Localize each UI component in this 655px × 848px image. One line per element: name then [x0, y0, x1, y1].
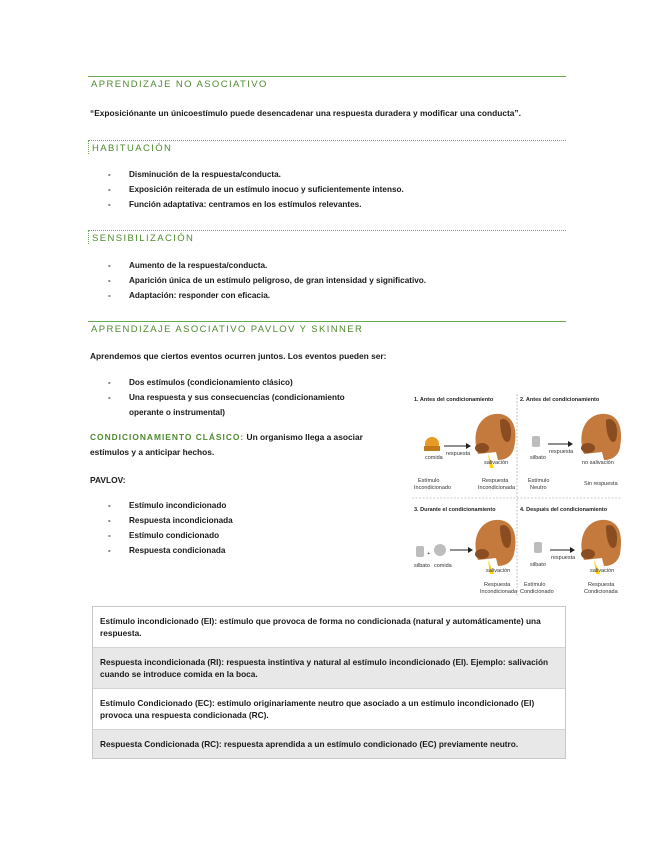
panel3-title: 3. Durante el condicionamiento: [414, 507, 496, 513]
list-item: - Estímulo incondicionado: [88, 498, 233, 513]
definition-row: Respuesta Condicionada (RC): respuesta aprendida a un estímulo condicionado (EC) previamente neutro.: [93, 729, 565, 758]
cc-text-1: Un organismo llega a asociar: [246, 432, 363, 442]
sensibilizacion-list: [88, 258, 426, 303]
panel4-caption: Condicionada: [584, 589, 618, 595]
habituacion-list: [88, 167, 404, 212]
list-item: - Una respuesta y sus consecuencias (condicionamiento: [88, 390, 345, 405]
cc-paragraph: [90, 430, 390, 460]
panel4-resp-label: respuesta: [551, 555, 576, 561]
panel2-title: 2. Antes del condicionamiento: [520, 397, 600, 403]
dog-illustration: [581, 520, 621, 574]
food-bowl-icon: [434, 544, 446, 556]
continuation-text: operante o instrumental): [129, 408, 225, 417]
panel3-bell-label: silbato: [414, 563, 430, 569]
section-heading-no-asociativo: [88, 76, 566, 90]
pavlov-list: [88, 498, 233, 558]
figure-svg: [410, 390, 624, 602]
definitions-table: [92, 606, 566, 759]
panel1-caption: Estímulo: [418, 478, 440, 484]
section-heading-sensibilizacion: [88, 230, 566, 244]
list-item: - Adaptación: responder con eficacia.: [88, 288, 426, 303]
quote-text: “Exposiciónante un únicoestímulo puede desencadenar una respuesta duradera y modificar una conducta”.: [90, 108, 521, 118]
definition-row: Estímulo incondicionado (EI): estímulo que provoca de forma no condicionada (natural y automáticamente) una respuesta.: [100, 616, 541, 638]
list-item: - Respuesta condicionada: [88, 543, 233, 558]
dog-illustration: [581, 414, 621, 460]
cc-label: CONDICIONAMIENTO CLÁSICO:: [90, 432, 245, 442]
panel2-caption: Estímulo: [528, 478, 550, 484]
list-item: - Dos estímulos (condicionamiento clásico): [88, 375, 345, 390]
panel4-bell-label: silbato: [530, 562, 546, 568]
list-item: - Aumento de la respuesta/conducta.: [88, 258, 426, 273]
section-heading-asociativo: [88, 321, 566, 335]
panel2-bell-label: silbato: [530, 455, 546, 461]
list-item: - Función adaptativa: centramos en los estímulos relevantes.: [88, 197, 404, 212]
whistle-icon: [416, 546, 424, 557]
panel4-caption: Respuesta: [588, 582, 615, 588]
list-item: - Exposición reiterada de un estímulo inocuo y suficientemente intenso.: [88, 182, 404, 197]
plus-sign: +: [427, 551, 431, 557]
panel4-caption: Estímulo: [524, 582, 546, 588]
panel1-food-label: comida: [425, 455, 443, 461]
panel1-caption: Incondicionado: [414, 485, 452, 491]
definition-row: Respuesta incondicionada (RI): respuesta instintiva y natural al estímulo incondicionado (EI). Ejemplo: salivación cuando se introduce comida en la boca.: [93, 647, 565, 688]
panel1-saliva-label: salivación: [484, 460, 509, 466]
panel2-resp-label: respuesta: [549, 449, 574, 455]
list-item: - Respuesta incondicionada: [88, 513, 233, 528]
list-item-continuation: [88, 405, 345, 420]
panel2-caption: Sin respuesta: [584, 481, 618, 487]
pavlov-conditioning-figure: [410, 390, 624, 602]
heading-text: APRENDIZAJE ASOCIATIVO PAVLOV Y SKINNER: [91, 324, 364, 335]
cc-text-2: estímulos y a anticipar hechos.: [90, 447, 215, 457]
list-item: - Aparición única de un estímulo peligroso, de gran intensidad y significativo.: [88, 273, 426, 288]
dog-illustration: [475, 520, 515, 574]
panel2-caption: Neutro: [530, 485, 547, 491]
heading-text: HABITUACIÓN: [92, 143, 173, 154]
section-heading-habituacion: [88, 140, 566, 154]
list-item: - Estímulo condicionado: [88, 528, 233, 543]
panel3-caption: Respuesta: [484, 582, 511, 588]
panel1-caption: Incondicionada: [478, 485, 516, 491]
heading-text: APRENDIZAJE NO ASOCIATIVO: [91, 79, 268, 90]
list-item: - Disminución de la respuesta/conducta.: [88, 167, 404, 182]
pavlov-label: PAVLOV:: [90, 475, 126, 485]
panel3-saliva-label: salivación: [486, 568, 511, 574]
whistle-icon: [534, 542, 542, 553]
panel4-title: 4. Después del condicionamiento: [520, 507, 608, 513]
panel4-saliva-label: salivación: [590, 568, 615, 574]
whistle-icon: [532, 436, 540, 447]
definition-row: Estímulo Condicionado (EC): estímulo originariamente neutro que asociado a un estímulo incondicionado (EI) provoca una respuesta condicionada (RC).: [93, 688, 565, 729]
heading-text: SENSIBILIZACIÓN: [92, 233, 195, 244]
panel1-resp-label: respuesta: [446, 451, 471, 457]
asociativo-list: [88, 375, 345, 420]
panel3-caption: Incondicionada: [480, 589, 518, 595]
panel3-food-label: comida: [434, 563, 452, 569]
asociativo-intro: Aprendemos que ciertos eventos ocurren juntos. Los eventos pueden ser:: [90, 351, 387, 361]
panel4-caption: Condicionado: [520, 589, 554, 595]
panel1-title: 1. Antes del condicionamiento: [414, 397, 494, 403]
panel1-caption: Respuesta: [482, 478, 509, 484]
panel2-nosaliva-label: no salivación: [582, 460, 614, 466]
